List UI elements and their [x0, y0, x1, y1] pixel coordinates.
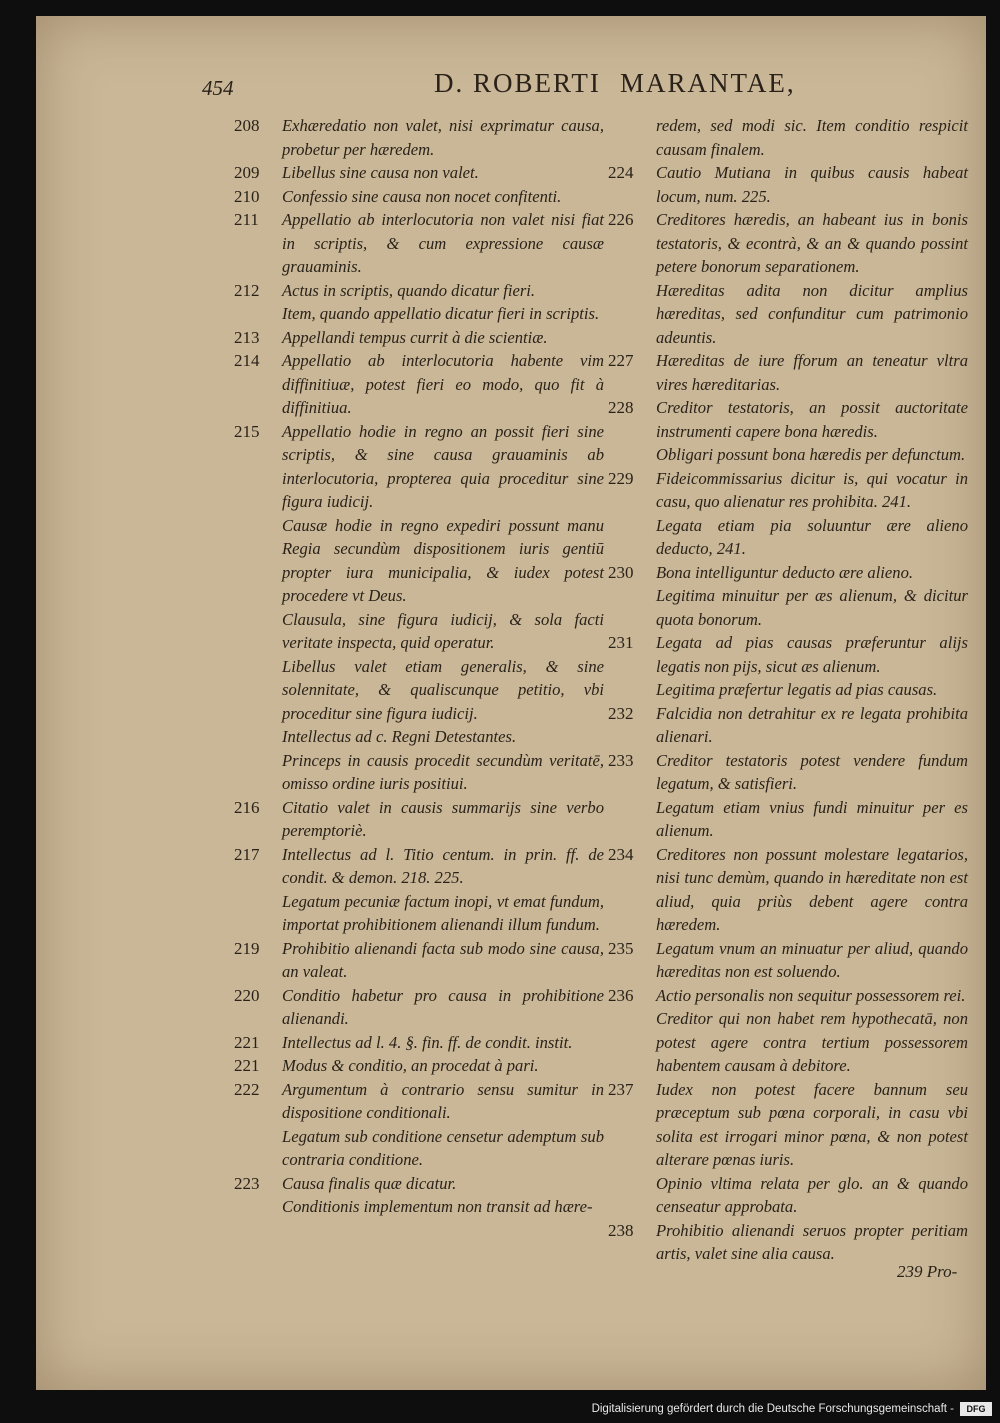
- index-entry: [234, 843, 604, 890]
- entry-text: Clausula, sine figura iudicij, & sola facti veritate inspecta, quid operatur.: [282, 609, 604, 652]
- entry-text: Actio personalis non sequitur possessorem rei.: [656, 985, 966, 1005]
- index-entry: [608, 514, 968, 561]
- entry-text: Hæreditas de iure fforum an teneatur vltra vires hæreditarias.: [656, 351, 968, 394]
- entry-text: Creditor testatoris, an possit auctoritate instrumenti capere bona hæredis.: [656, 398, 968, 441]
- index-entry: [608, 749, 968, 796]
- entry-text: Intellectus ad c. Regni Detestantes.: [282, 727, 517, 746]
- index-entry: [234, 608, 604, 655]
- entry-text: Modus & conditio, an procedat à pari.: [282, 1056, 539, 1075]
- index-entry: [234, 208, 604, 279]
- index-entry: [234, 1078, 604, 1125]
- index-entry: [234, 349, 604, 420]
- index-entry: [608, 1007, 968, 1078]
- index-entry: [608, 349, 968, 396]
- entry-text: Legata ad pias causas præferuntur alijs legatis non pijs, sicut æs alienum.: [656, 633, 968, 676]
- entry-number: 232: [608, 703, 634, 723]
- index-entry: [234, 1172, 604, 1196]
- entry-number: 226: [608, 210, 634, 229]
- entry-text: Conditionis implementum non transit ad hære-: [282, 1197, 593, 1216]
- entry-number: 227: [608, 351, 634, 370]
- entry-number: 214: [234, 351, 260, 370]
- entry-number: 217: [234, 844, 260, 864]
- entry-text: Confessio sine causa non nocet confitenti.: [282, 186, 562, 206]
- entry-number: 233: [608, 750, 634, 770]
- entry-number: 219: [234, 938, 260, 958]
- catchword: 239 Pro-: [897, 1262, 958, 1281]
- index-entry: [234, 114, 604, 161]
- index-entry: [608, 678, 968, 702]
- entry-text: Bona intelliguntur deducto ære alieno.: [656, 562, 914, 582]
- running-head-name: MARANTAE,: [620, 68, 796, 98]
- entry-text: Falcidia non detrahitur ex re legata prohibita alienari.: [656, 703, 968, 746]
- index-entry: [608, 1172, 968, 1219]
- entry-text: Legatum etiam vnius fundi minuitur per es alienum.: [656, 797, 968, 840]
- footer-bar: [0, 1398, 1000, 1423]
- index-entry: [234, 302, 604, 326]
- entry-number: 235: [608, 938, 634, 958]
- index-entry: [234, 326, 604, 350]
- entry-text: Fideicommissarius dicitur is, qui vocatur in casu, quo alienatur res prohibita. 241.: [656, 468, 968, 511]
- right-column: [608, 114, 968, 1266]
- entry-text: Legata etiam pia soluuntur ære alieno deducto, 241.: [656, 515, 968, 558]
- index-entry: [608, 396, 968, 443]
- entry-number: 215: [234, 421, 260, 441]
- index-entry: [608, 984, 968, 1008]
- index-entry: [608, 114, 968, 161]
- entry-text: Iudex non potest facere bannum seu præceptum sub pœna corporali, in casu vbi solita est irrogari minor pœna, & non potest alterare pœnas iuris.: [656, 1079, 968, 1169]
- entry-text: Item, quando appellatio dicatur fieri in scriptis.: [282, 304, 600, 323]
- index-entry: [608, 561, 968, 585]
- index-entry: [608, 1078, 968, 1172]
- entry-number: 223: [234, 1173, 260, 1193]
- entry-number: 224: [608, 163, 634, 182]
- entry-number: 220: [234, 985, 260, 1005]
- entry-number: 234: [608, 844, 634, 864]
- index-entry: [234, 1031, 604, 1055]
- entry-text: Argumentum à contrario sensu sumitur in dispositione conditionali.: [282, 1079, 604, 1122]
- entry-text: Appellatio hodie in regno an possit fieri sine scriptis, & sine causa grauaminis ab interlocutoria, propterea quia proceditur sine figura iudicij.: [282, 421, 604, 511]
- entry-text: Libellus valet etiam generalis, & sine solennitate, & qualiscunque petitio, vbi proceditur sine figura iudicij.: [282, 656, 604, 723]
- entry-text: Appellandi tempus currit à die scientiæ.: [282, 327, 548, 347]
- entry-text: Exhæredatio non valet, nisi exprimatur causa, probetur per hæredem.: [282, 116, 604, 159]
- dfg-logo: DFG: [960, 1402, 992, 1416]
- index-entry: [234, 279, 604, 303]
- index-entry: [234, 185, 604, 209]
- entry-text: Intellectus ad l. Titio centum. in prin. ff. de condit. & demon. 218. 225.: [282, 844, 604, 887]
- entry-text: Creditores hæredis, an habeant ius in bonis testatoris, & econtrà, & an & quando possint petere bonorum separationem.: [656, 210, 968, 276]
- entry-number: 213: [234, 327, 260, 347]
- entry-number: 212: [234, 280, 260, 300]
- index-entry: [234, 937, 604, 984]
- entry-text: Prohibitio alienandi seruos propter peritiam artis, valet sine alia causa.: [656, 1220, 968, 1263]
- entry-number: 209: [234, 163, 260, 182]
- index-entry: [608, 208, 968, 279]
- index-entry: [234, 796, 604, 843]
- entry-number: 237: [608, 1079, 634, 1099]
- entry-number: 221: [234, 1032, 260, 1052]
- index-entry: [234, 420, 604, 514]
- entry-text: Causæ hodie in regno expediri possunt manu Regia secundùm dispositionem iuris gentiū propter iura municipalia, & iudex potest procedere vt Deus.: [282, 515, 604, 605]
- entry-text: Hæreditas adita non dicitur amplius hæreditas, sed confunditur cum patrimonio adeuntis.: [656, 280, 968, 347]
- entry-text: Creditor qui non habet rem hypothecatā, non potest agere contra tertium possessorem habentem causam à debitore.: [656, 1009, 968, 1075]
- index-entry: [608, 1219, 968, 1266]
- entry-number: 211: [234, 210, 259, 229]
- index-entry: [608, 937, 968, 984]
- entry-text: Creditor testatoris potest vendere fundum legatum, & satisfieri.: [656, 750, 968, 793]
- entry-number: 222: [234, 1079, 260, 1099]
- index-entry: [608, 161, 968, 208]
- entry-number: 230: [608, 562, 634, 582]
- index-entry: [608, 443, 968, 467]
- index-entry: [234, 514, 604, 608]
- index-entry: [608, 631, 968, 678]
- entry-text: Legitima præfertur legatis ad pias causas.: [656, 680, 938, 699]
- entry-number: 231: [608, 633, 634, 652]
- entry-text: Appellatio ab interlocutoria habente vim diffinitiuæ, potest fieri eo modo, quo fit à diffinitiua.: [282, 351, 604, 417]
- entry-number: 210: [234, 186, 260, 206]
- index-entry: [608, 467, 968, 514]
- entry-text: Obligari possunt bona hæredis per defunctum.: [656, 445, 966, 464]
- entry-number: 238: [608, 1220, 634, 1240]
- entry-text: Legatum vnum an minuatur per aliud, quando hæreditas non est soluendo.: [656, 938, 968, 981]
- entry-number: 229: [608, 468, 634, 488]
- entry-text: Causa finalis quæ dicatur.: [282, 1173, 457, 1193]
- entry-number: 208: [234, 116, 260, 135]
- index-entry: [608, 279, 968, 350]
- index-entry: [234, 749, 604, 796]
- index-entry: [234, 890, 604, 937]
- entry-text: Actus in scriptis, quando dicatur fieri.: [282, 280, 536, 300]
- entry-text: Legatum pecuniæ factum inopi, vt emat fundum, importat prohibitionem alienandi illum fundum.: [282, 891, 604, 934]
- entry-number: 228: [608, 398, 634, 417]
- index-entry: [234, 655, 604, 726]
- page-number: 454: [202, 76, 234, 100]
- entry-text: redem, sed modi sic. Item conditio respicit causam finalem.: [656, 116, 968, 159]
- entry-number: 216: [234, 797, 260, 817]
- index-entry: [608, 584, 968, 631]
- entry-text: Legitima minuitur per æs alienum, & dicitur quota bonorum.: [656, 586, 968, 629]
- index-entry: [234, 161, 604, 185]
- index-entry: [608, 796, 968, 843]
- entry-text: Princeps in causis procedit secundùm veritatē, omisso ordine iuris positiui.: [282, 750, 604, 793]
- index-entry: [234, 1054, 604, 1078]
- entry-number: 221: [234, 1056, 260, 1075]
- entry-text: Opinio vltima relata per glo. an & quando censeatur approbata.: [656, 1173, 968, 1216]
- entry-text: Libellus sine causa non valet.: [282, 163, 479, 182]
- index-entry: [234, 725, 604, 749]
- entry-text: Conditio habetur pro causa in prohibitione alienandi.: [282, 985, 604, 1028]
- footer-credit: Digitalisierung gefördert durch die Deutsche Forschungsgemeinschaft -: [591, 1403, 954, 1415]
- entry-text: Creditores non possunt molestare legatarios, nisi tunc demùm, quando in hæreditate non est aliud, quia priùs debent agere contra hæredem.: [656, 844, 968, 934]
- index-entry: [608, 702, 968, 749]
- entry-text: Prohibitio alienandi facta sub modo sine causa, an valeat.: [282, 938, 604, 981]
- index-entry: [234, 1195, 604, 1219]
- entry-text: Citatio valet in causis summarijs sine verbo peremptoriè.: [282, 797, 604, 840]
- index-entry: [234, 1125, 604, 1172]
- entry-text: Appellatio ab interlocutoria non valet nisi fiat in scriptis, & cum expressione causæ grauaminis.: [282, 210, 604, 276]
- entry-text: Cautio Mutiana in quibus causis habeat locum, num. 225.: [656, 163, 968, 206]
- entry-text: Intellectus ad l. 4. §. fin. ff. de condit. instit.: [282, 1032, 573, 1052]
- entry-number: 236: [608, 985, 634, 1005]
- left-column: [234, 114, 604, 1219]
- index-entry: [234, 984, 604, 1031]
- entry-text: Legatum sub conditione censetur ademptum sub contraria conditione.: [282, 1126, 604, 1169]
- index-entry: [608, 843, 968, 937]
- running-head-author: D. ROBERTI: [434, 68, 601, 98]
